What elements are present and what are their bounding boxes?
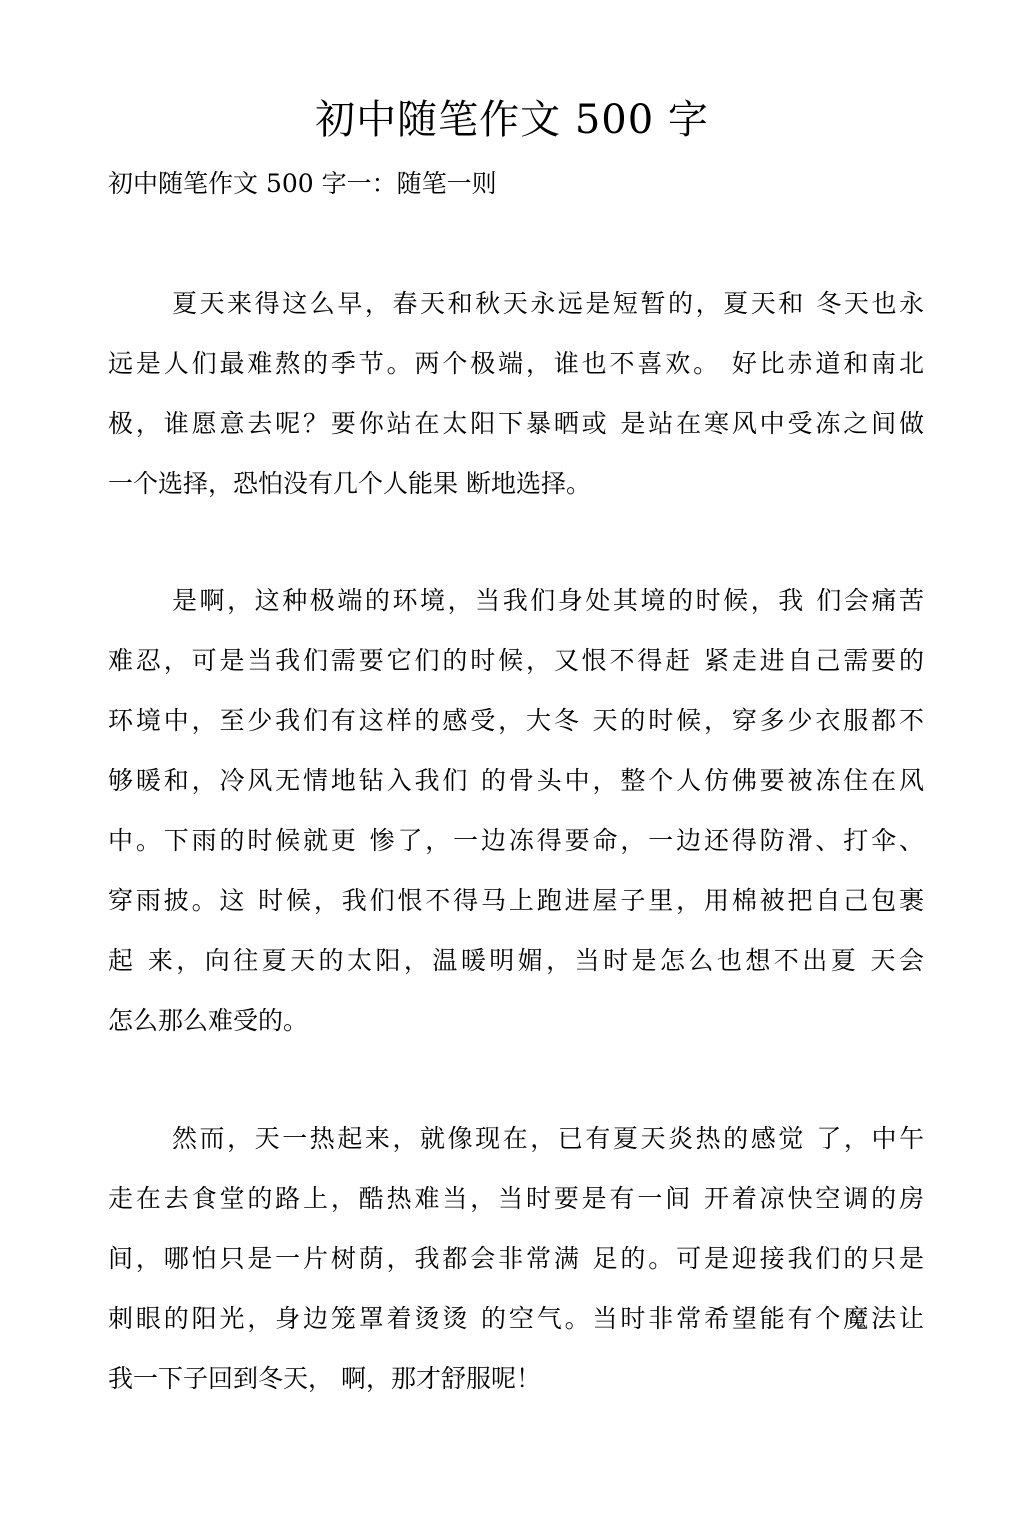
paragraph-line: 穿雨披。这 时候，我们恨不得马上跑进屋子里，用棉被把自己包裹 bbox=[108, 886, 924, 915]
paragraph-line: 环境中，至少我们有这样的感受，大冬 天的时候，穿多少衣服都不 bbox=[108, 706, 924, 735]
paragraph-3 bbox=[108, 1109, 924, 1409]
paragraph-line: 怎么那么难受的。 bbox=[108, 1006, 309, 1035]
document-subtitle: 初中随笔作文 500 字一：随笔一则 bbox=[108, 169, 497, 198]
paragraph-line: 够暖和，冷风无情地钻入我们 的骨头中，整个人仿佛要被冻住在风 bbox=[108, 766, 924, 795]
paragraph-line: 我一下子回到冬天， 啊，那才舒服呢！ bbox=[108, 1364, 541, 1393]
paragraph-1 bbox=[108, 274, 924, 514]
paragraph-line: 是啊，这种极端的环境，当我们身处其境的时候，我 们会痛苦 bbox=[172, 586, 924, 615]
paragraph-line: 走在去食堂的路上，酷热难当，当时要是有一间 开着凉快空调的房 bbox=[108, 1184, 924, 1213]
paragraph-line: 远是人们最难熬的季节。两个极端，谁也不喜欢。 好比赤道和南北 bbox=[108, 349, 924, 378]
paragraph-line: 夏天来得这么早，春天和秋天永远是短暂的，夏天和 冬天也永 bbox=[172, 289, 924, 318]
paragraph-line: 中。下雨的时候就更 惨了，一边冻得要命，一边还得防滑、打伞、 bbox=[108, 826, 924, 855]
paragraph-line: 刺眼的阳光，身边笼罩着烫烫 的空气。当时非常希望能有个魔法让 bbox=[108, 1304, 924, 1333]
paragraph-line: 极，谁愿意去呢？要你站在太阳下暴晒或 是站在寒风中受冻之间做 bbox=[108, 409, 924, 438]
paragraph-line: 起 来，向往夏天的太阳，温暖明媚，当时是怎么也想不出夏 天会 bbox=[108, 946, 924, 975]
paragraph-line: 然而，天一热起来，就像现在，已有夏天炎热的感觉 了，中午 bbox=[172, 1124, 924, 1153]
document-title: 初中随笔作文 500 字 bbox=[315, 97, 709, 143]
paragraph-2 bbox=[108, 571, 924, 1051]
paragraph-line: 间，哪怕只是一片树荫，我都会非常满 足的。可是迎接我们的只是 bbox=[108, 1244, 924, 1273]
paragraph-line: 一个选择，恐怕没有几个人能果 断地选择。 bbox=[108, 469, 591, 498]
paragraph-line: 难忍，可是当我们需要它们的时候，又恨不得赶 紧走进自己需要的 bbox=[108, 646, 924, 675]
